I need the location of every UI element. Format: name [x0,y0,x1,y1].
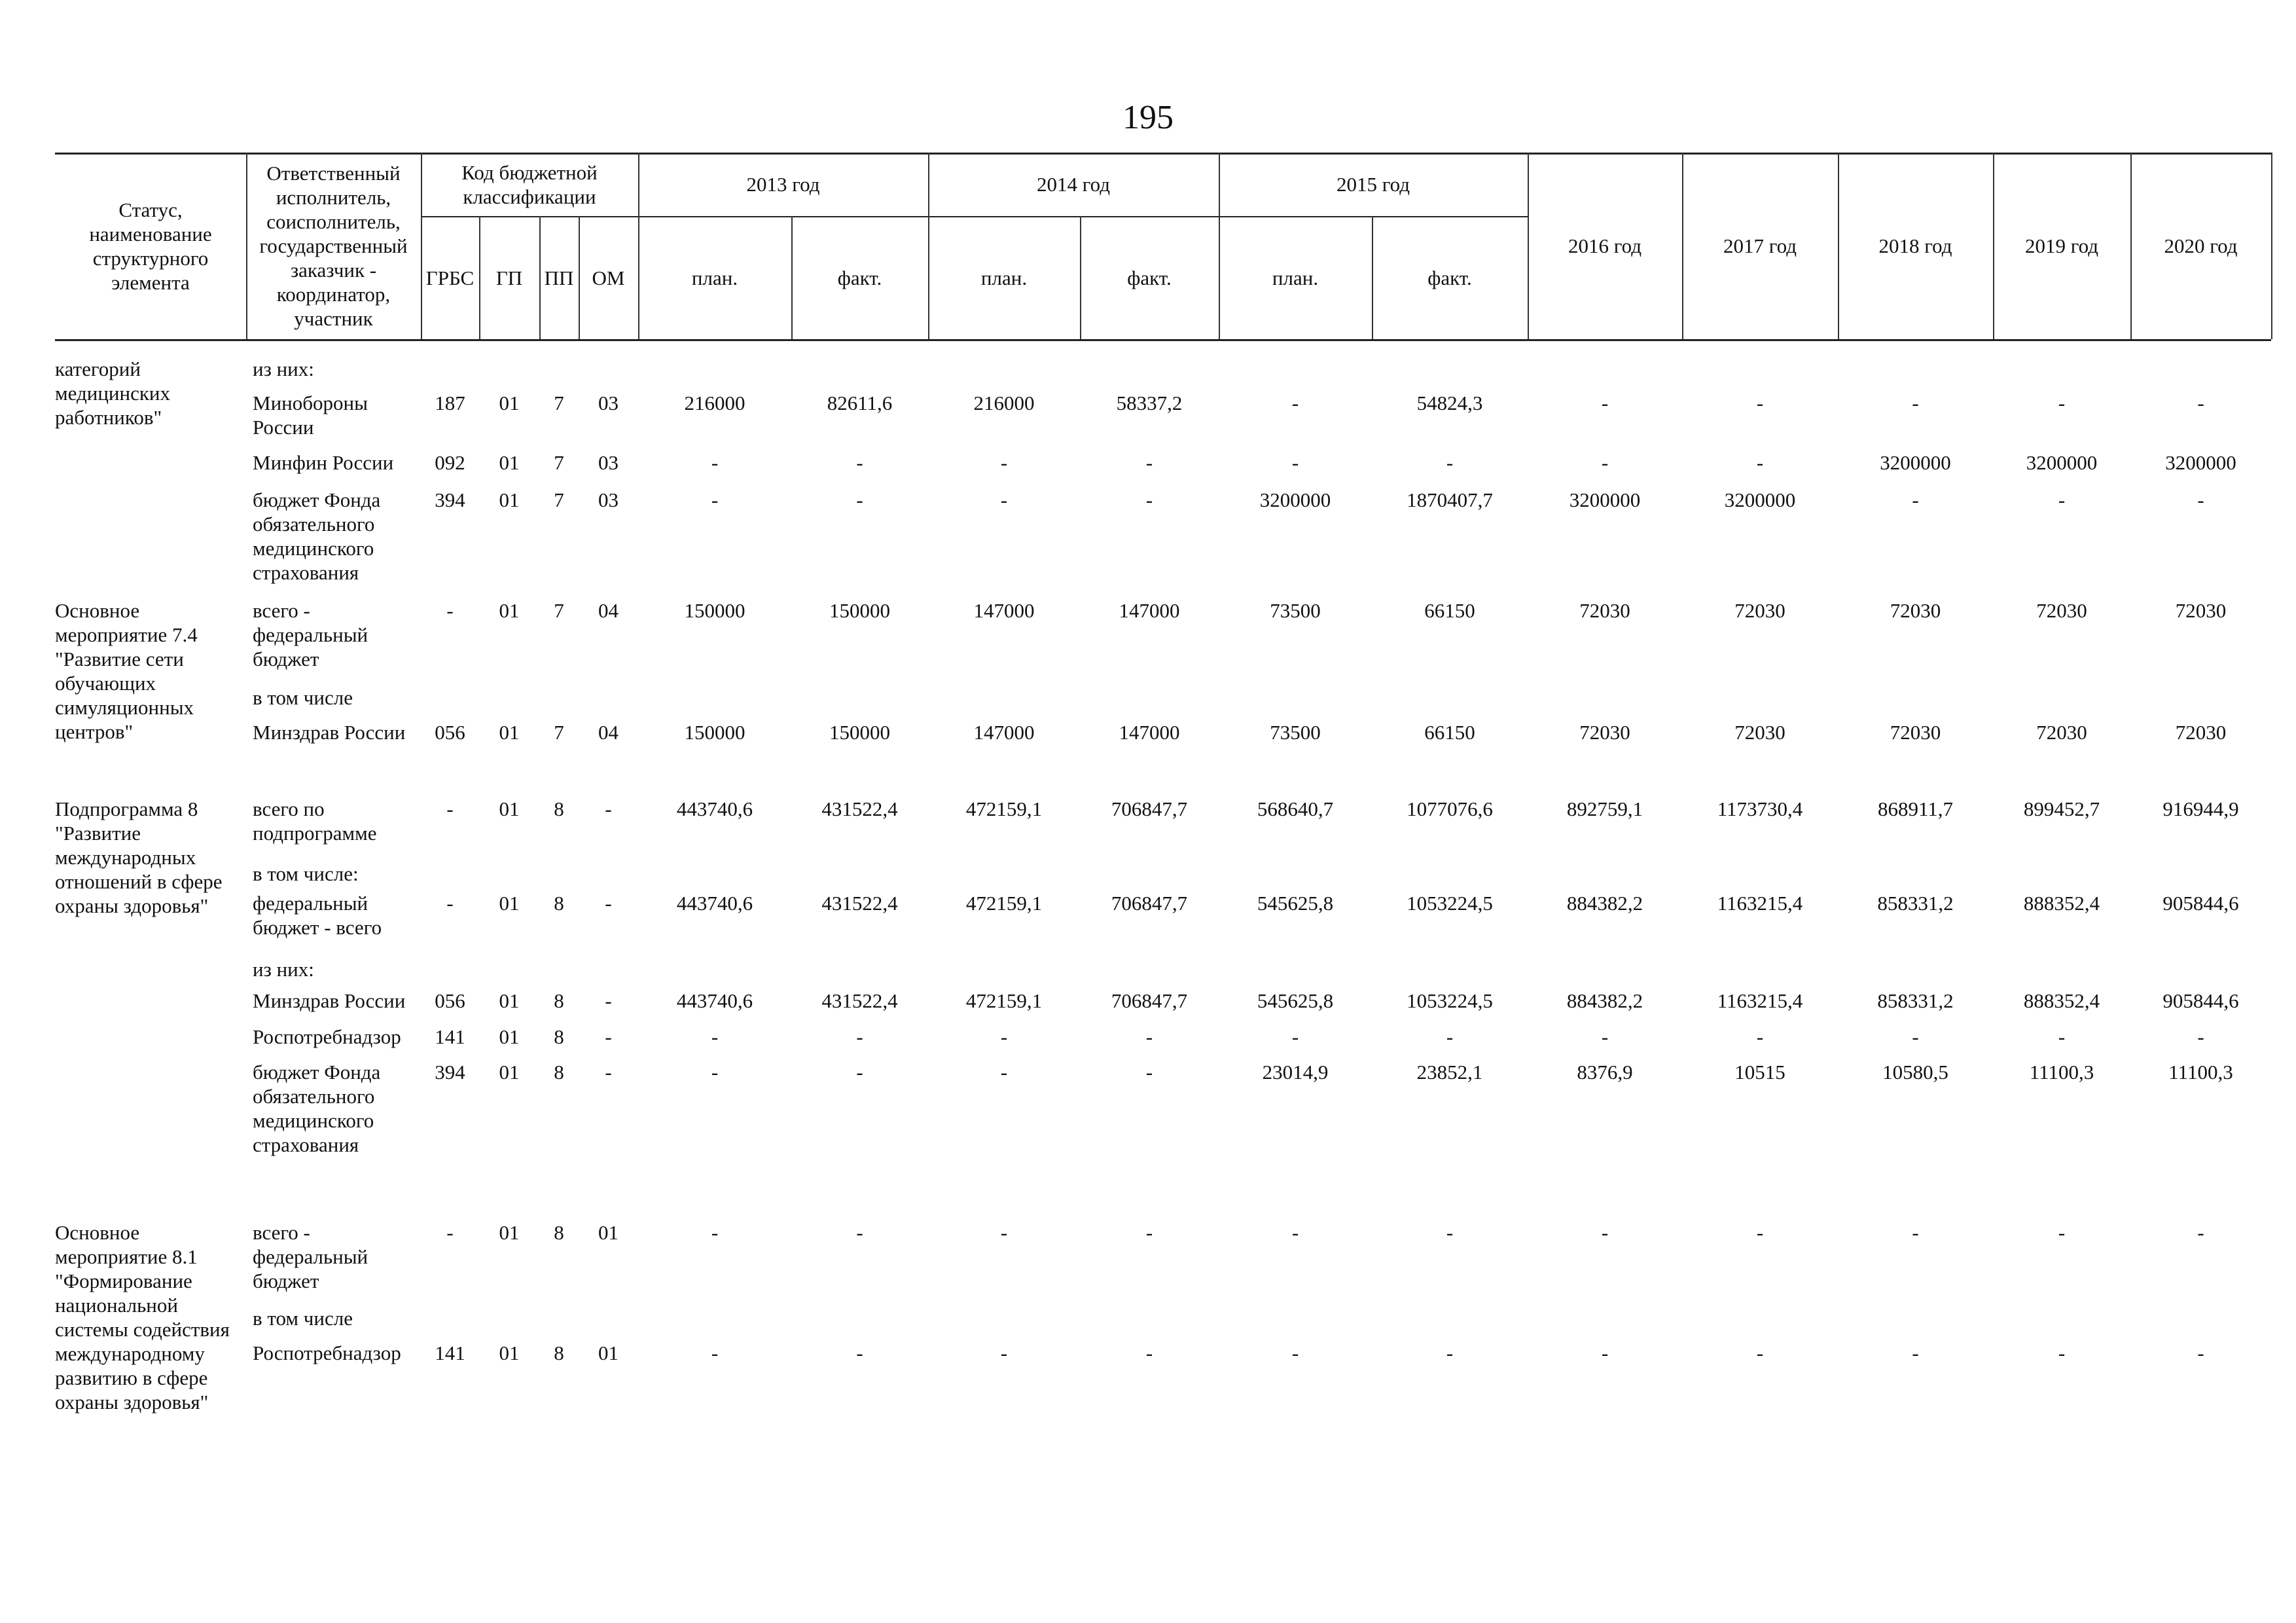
code-cell-om: 03 [598,488,619,511]
value-cell: - [1601,1221,1609,1244]
value-cell: - [1000,1341,1008,1364]
value-cell: - [711,488,719,511]
value-cell: - [1000,1221,1008,1244]
value-cell: 892759,1 [1566,797,1643,820]
code-cell-grbs: - [446,892,454,915]
value-cell: - [1291,1341,1299,1364]
value-cell: 72030 [1734,599,1785,622]
value-cell: - [1756,1221,1764,1244]
executor-cell: в том числе [253,686,353,709]
value-cell: 443740,6 [676,989,753,1012]
header-plan-2014: план. [980,266,1028,289]
page-number: 195 [1122,99,1174,136]
value-cell: 3200000 [1880,451,1951,474]
value-cell: - [1000,488,1008,511]
value-cell: 888352,4 [2023,892,2100,915]
header-year-2017: 2017 год [1723,234,1797,257]
value-cell: - [1912,392,1919,414]
code-cell-grbs: 056 [435,989,465,1012]
code-cell-pp: 7 [554,451,564,474]
status-cell: категорий медицинских работников" [55,357,171,429]
header-fact-2014: факт. [1127,266,1172,289]
value-cell: - [856,451,863,474]
value-cell: - [856,488,863,511]
value-cell: 1163215,4 [1717,892,1803,915]
value-cell: 858331,2 [1877,892,1954,915]
value-cell: - [1912,1341,1919,1364]
value-cell: 72030 [1579,721,1630,744]
value-cell: 443740,6 [676,797,753,820]
code-cell-grbs: 056 [435,721,465,744]
executor-cell: Минфин России [253,451,394,474]
value-cell: - [711,1221,719,1244]
value-cell: 472159,1 [965,797,1043,820]
code-cell-om: - [605,1061,612,1084]
executor-cell: в том числе [253,1307,353,1330]
value-cell: - [711,1025,719,1048]
code-cell-pp: 7 [554,392,564,414]
status-cell: Основное мероприятие 8.1 "Формирование национальной системы содействия международному развитию в сфере охраны здоровья" [55,1221,230,1413]
value-cell: 568640,7 [1257,797,1334,820]
code-cell-grbs: 092 [435,451,465,474]
value-cell: 72030 [1890,721,1941,744]
header-year-2019: 2019 год [2024,234,2099,257]
header-year-2016: 2016 год [1568,234,1642,257]
executor-cell: всего - федеральный бюджет [253,599,368,670]
code-cell-om: - [605,1025,612,1048]
executor-cell: бюджет Фонда обязательного медицинского страхования [253,488,381,584]
header-code-2: ПП [544,266,574,289]
value-cell: - [1601,1025,1609,1048]
executor-cell: из них: [253,357,314,380]
executor-cell: бюджет Фонда обязательного медицинского страхования [253,1061,381,1156]
executor-cell: федеральный бюджет - всего [253,892,382,939]
header-code-0: ГРБС [425,266,475,289]
value-cell: 10580,5 [1882,1061,1948,1084]
header-fact-2015: факт. [1427,266,1472,289]
value-cell: - [2058,1221,2066,1244]
value-cell: 147000 [973,721,1035,744]
value-cell: - [1145,451,1153,474]
header-plan-2015: план. [1272,266,1319,289]
executor-cell: Роспотребнадзор [253,1341,401,1364]
value-cell: - [856,1025,863,1048]
code-cell-pp: 8 [554,989,564,1012]
code-cell-pp: 7 [554,599,564,622]
value-cell: - [1601,451,1609,474]
value-cell: - [1446,1221,1454,1244]
value-cell: - [1000,1025,1008,1048]
value-cell: - [2058,1341,2066,1364]
value-cell: - [711,1341,719,1364]
value-cell: 8376,9 [1577,1061,1633,1084]
vrule-value-10 [2271,153,2272,339]
code-cell-gp: 01 [499,392,520,414]
value-cell: 472159,1 [965,892,1043,915]
value-cell: 66150 [1424,599,1475,622]
value-cell: 147000 [1119,599,1180,622]
value-cell: - [1145,1025,1153,1048]
value-cell: - [1756,1025,1764,1048]
code-cell-gp: 01 [499,599,520,622]
value-cell: 1870407,7 [1407,488,1493,511]
value-cell: 905844,6 [2162,989,2239,1012]
value-cell: - [1756,1341,1764,1364]
code-cell-gp: 01 [499,488,520,511]
value-cell: - [1756,392,1764,414]
code-cell-gp: 01 [499,721,520,744]
value-cell: - [2197,1221,2204,1244]
value-cell: - [1145,1061,1153,1084]
executor-cell: Минобороны России [253,392,368,439]
value-cell: - [1912,1221,1919,1244]
header-year-2020: 2020 год [2164,234,2238,257]
value-cell: - [2058,488,2066,511]
value-cell: - [1145,1221,1153,1244]
value-cell: 1163215,4 [1717,989,1803,1012]
value-cell: - [1291,1025,1299,1048]
code-cell-grbs: - [446,1221,454,1244]
value-cell: 1077076,6 [1407,797,1493,820]
value-cell: 23014,9 [1262,1061,1329,1084]
code-cell-grbs: 394 [435,488,465,511]
code-cell-om: 03 [598,392,619,414]
code-cell-pp: 8 [554,1025,564,1048]
value-cell: 23852,1 [1416,1061,1483,1084]
value-cell: - [2197,488,2204,511]
value-cell: 147000 [973,599,1035,622]
value-cell: - [856,1221,863,1244]
header-budget-code: Код бюджетной классификации [461,160,598,208]
code-cell-pp: 8 [554,797,564,820]
value-cell: 72030 [2036,721,2087,744]
executor-cell: в том числе: [253,862,359,885]
code-cell-pp: 7 [554,488,564,511]
code-cell-gp: 01 [499,1025,520,1048]
header-fact-2013: факт. [837,266,882,289]
value-cell: - [1291,1221,1299,1244]
header-year-2015: 2015 год [1336,173,1410,196]
value-cell: 884382,2 [1566,892,1643,915]
status-cell: Основное мероприятие 7.4 "Развитие сети обучающих симуляционных центров" [55,599,198,743]
code-cell-om: 01 [598,1221,619,1244]
value-cell: 72030 [2175,721,2227,744]
code-cell-om: - [605,989,612,1012]
executor-cell: Роспотребнадзор [253,1025,401,1048]
value-cell: 431522,4 [821,797,898,820]
value-cell: - [1446,451,1454,474]
value-cell: 472159,1 [965,989,1043,1012]
code-cell-grbs: - [446,599,454,622]
code-cell-pp: 8 [554,1341,564,1364]
code-cell-om: 01 [598,1341,619,1364]
value-cell: - [1446,1025,1454,1048]
value-cell: 82611,6 [827,392,893,414]
value-cell: 58337,2 [1116,392,1183,414]
value-cell: 147000 [1119,721,1180,744]
value-cell: 72030 [2036,599,2087,622]
value-cell: - [1291,392,1299,414]
value-cell: - [711,1061,719,1084]
code-cell-pp: 7 [554,721,564,744]
header-executor: Ответственный исполнитель, соисполнитель, государственный заказчик - координатор, участник [259,162,408,330]
code-cell-gp: 01 [499,1341,520,1364]
value-cell: - [856,1061,863,1084]
value-cell: 72030 [1890,599,1941,622]
value-cell: - [1145,488,1153,511]
value-cell: 443740,6 [676,892,753,915]
value-cell: 72030 [1579,599,1630,622]
value-cell: - [1446,1341,1454,1364]
value-cell: 150000 [829,721,890,744]
value-cell: - [1601,392,1609,414]
code-cell-gp: 01 [499,797,520,820]
value-cell: 150000 [684,599,745,622]
code-cell-pp: 8 [554,1221,564,1244]
header-year-2018: 2018 год [1878,234,1952,257]
value-cell: 884382,2 [1566,989,1643,1012]
value-cell: 150000 [684,721,745,744]
value-cell: - [2197,1341,2204,1364]
value-cell: - [2197,1025,2204,1048]
value-cell: 706847,7 [1111,797,1188,820]
value-cell: 11100,3 [2168,1061,2233,1084]
value-cell: 431522,4 [821,892,898,915]
value-cell: 3200000 [1724,488,1796,511]
value-cell: - [1912,1025,1919,1048]
value-cell: 899452,7 [2023,797,2100,820]
executor-cell: Минздрав России [253,989,406,1012]
value-cell: 706847,7 [1111,892,1188,915]
value-cell: 3200000 [2026,451,2098,474]
code-cell-grbs: 394 [435,1061,465,1084]
value-cell: 66150 [1424,721,1475,744]
value-cell: 3200000 [1569,488,1641,511]
value-cell: 216000 [973,392,1035,414]
header-code-3: ОМ [592,266,625,289]
code-cell-gp: 01 [499,892,520,915]
code-cell-gp: 01 [499,1221,520,1244]
value-cell: - [711,451,719,474]
code-cell-om: - [605,892,612,915]
header-status: Статус, наименование структурного элемента [89,198,212,294]
code-cell-grbs: 141 [435,1025,465,1048]
value-cell: - [1145,1341,1153,1364]
value-cell: 858331,2 [1877,989,1954,1012]
value-cell: - [2058,1025,2066,1048]
value-cell: - [1000,1061,1008,1084]
value-cell: 905844,6 [2162,892,2239,915]
value-cell: 545625,8 [1257,892,1334,915]
code-cell-grbs: - [446,797,454,820]
value-cell: 1173730,4 [1717,797,1803,820]
code-cell-om: 04 [598,721,619,744]
code-cell-om: - [605,797,612,820]
value-cell: - [2058,392,2066,414]
value-cell: - [1601,1341,1609,1364]
header-bottom-rule [55,339,2271,341]
value-cell: 3200000 [1259,488,1331,511]
value-cell: 888352,4 [2023,989,2100,1012]
value-cell: 1053224,5 [1407,892,1493,915]
value-cell: 72030 [1734,721,1785,744]
value-cell: 431522,4 [821,989,898,1012]
header-code-1: ГП [495,266,523,289]
value-cell: 150000 [829,599,890,622]
executor-cell: Минздрав России [253,721,406,744]
code-cell-grbs: 187 [435,392,465,414]
value-cell: 3200000 [2165,451,2236,474]
code-cell-pp: 8 [554,1061,564,1084]
value-cell: 10515 [1734,1061,1785,1084]
code-cell-pp: 8 [554,892,564,915]
executor-cell: из них: [253,958,314,981]
value-cell: 54824,3 [1416,392,1483,414]
value-cell: 216000 [684,392,745,414]
code-cell-om: 04 [598,599,619,622]
value-cell: 72030 [2175,599,2227,622]
value-cell: 73500 [1270,721,1321,744]
status-cell: Подпрограмма 8 "Развитие международных отношений в сфере охраны здоровья" [55,797,223,917]
header-year-2014: 2014 год [1036,173,1111,196]
value-cell: - [1912,488,1919,511]
code-cell-gp: 01 [499,989,520,1012]
code-cell-gp: 01 [499,451,520,474]
value-cell: 868911,7 [1877,797,1954,820]
code-cell-om: 03 [598,451,619,474]
code-cell-grbs: 141 [435,1341,465,1364]
value-cell: - [2197,392,2204,414]
value-cell: 73500 [1270,599,1321,622]
value-cell: - [1756,451,1764,474]
value-cell: 916944,9 [2162,797,2239,820]
executor-cell: всего - федеральный бюджет [253,1221,368,1292]
executor-cell: всего по подпрограмме [253,797,377,845]
value-cell: - [1000,451,1008,474]
value-cell: - [856,1341,863,1364]
header-year-2013: 2013 год [746,173,820,196]
value-cell: - [1291,451,1299,474]
header-plan-2013: план. [691,266,738,289]
code-cell-gp: 01 [499,1061,520,1084]
value-cell: 1053224,5 [1407,989,1493,1012]
value-cell: 11100,3 [2029,1061,2094,1084]
value-cell: 706847,7 [1111,989,1188,1012]
value-cell: 545625,8 [1257,989,1334,1012]
